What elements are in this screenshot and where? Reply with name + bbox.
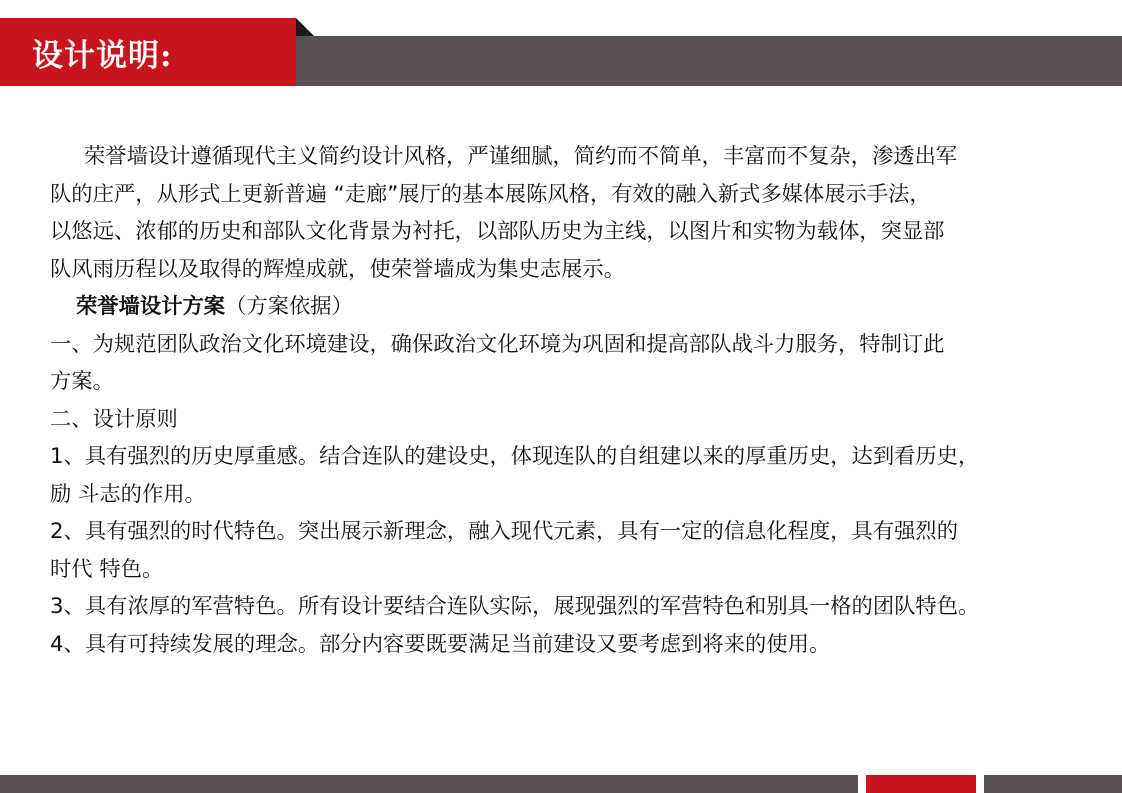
intro-line: 以悠远、浓郁的历史和部队文化背景为衬托，以部队历史为主线，以图片和实物为载体，突显部 <box>50 219 945 244</box>
scheme-line: 1、具有强烈的历史厚重感。结合连队的建设史，体现连队的自组建以来的厚重历史，达到看历史， <box>50 444 980 469</box>
scheme-line: 二、设计原则 <box>50 406 178 432</box>
footer-bar-right <box>984 775 1122 793</box>
intro-line: 队的庄严，从形式上更新普遍 “走廊”展厅的基本展陈风格，有效的融入新式多媒体展示手法， <box>50 181 931 207</box>
title-block <box>0 18 296 86</box>
header-bar <box>296 36 1122 86</box>
intro-line: 荣誉墙设计遵循现代主义简约设计风格，严谨细腻，简约而不简单，丰富而不复杂，渗透出军 <box>84 144 958 169</box>
scheme-heading-note: （方案依据） <box>225 294 353 319</box>
intro-line: 队风雨历程以及取得的辉煌成就，使荣誉墙成为集史志展示。 <box>50 256 626 282</box>
scheme-line: 方案。 <box>50 369 114 394</box>
scheme-line: 一、为规范团队政治文化环境建设，确保政治文化环境为巩固和提高部队战斗力服务，特制订此 <box>50 331 945 357</box>
scheme-line: 2、具有强烈的时代特色。突出展示新理念，融入现代元素，具有一定的信息化程度，具有强烈的 <box>50 519 959 544</box>
scheme-line: 4、具有可持续发展的理念。部分内容要既要满足当前建设又要考虑到将来的使用。 <box>50 631 831 657</box>
scheme-heading-bold: 荣誉墙设计方案 <box>76 294 226 319</box>
content-body <box>50 138 1084 663</box>
scheme-heading <box>50 288 1084 326</box>
footer-bar-accent <box>866 775 976 793</box>
page-title: 设计说明: <box>32 37 173 74</box>
scheme-line: 3、具有浓厚的军营特色。所有设计要结合连队实际，展现强烈的军营特色和别具一格的团队特色。 <box>50 594 980 619</box>
scheme-line: 励 斗志的作用。 <box>50 481 206 507</box>
header-corner-accent <box>296 18 314 36</box>
scheme-line: 时代 特色。 <box>50 556 164 582</box>
footer-bar-left <box>0 775 858 793</box>
